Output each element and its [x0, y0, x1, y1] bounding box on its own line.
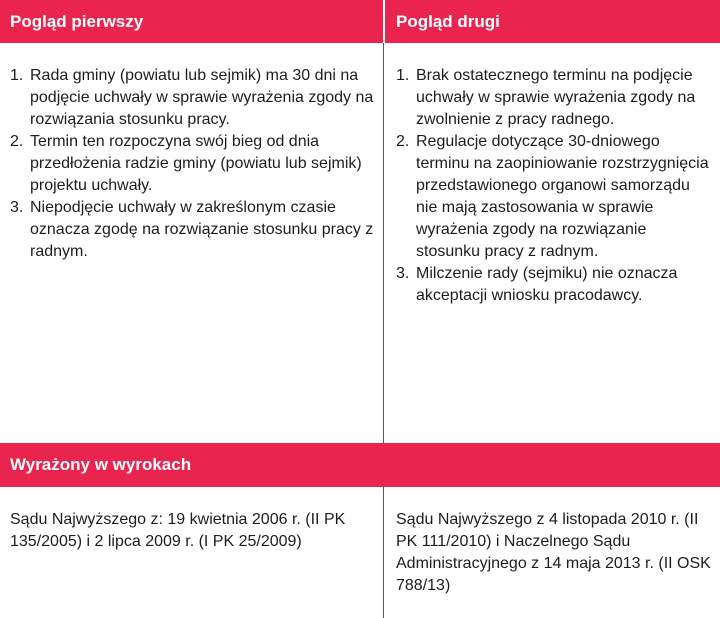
- column-divider-top: [383, 43, 384, 443]
- list-item: 3. Niepodjęcie uchwały w zakreślonym czasie oznacza zgodę na rozwiązanie stosunku pracy z radnym.: [10, 199, 374, 260]
- rulings-view-one: Sądu Najwyższego z: 19 kwietnia 2006 r. (II PK 135/2005) i 2 lipca 2009 r. (I PK 25/2009): [10, 511, 346, 550]
- list-item: 1. Rada gminy (powiatu lub sejmik) ma 30 dni na podjęcie uchwały w sprawie wyrażenia zgody na rozwiązania stosunku pracy.: [10, 67, 374, 128]
- list-item: 1. Brak ostatecznego terminu na podjęcie uchwały w sprawie wyrażenia zgody na zwolnienie z pracy radnego.: [396, 67, 696, 128]
- list-item: 2. Termin ten rozpoczyna swój bieg od dnia przedłożenia radzie gminy (powiatu lub sejmik) projektu uchwały.: [10, 133, 362, 194]
- list-item: 3. Milczenie rady (sejmiku) nie oznacza akceptacji wniosku pracodawcy.: [396, 265, 678, 304]
- view-one-list: [10, 65, 380, 263]
- header-rulings: Wyrażony w wyrokach: [0, 443, 720, 487]
- column-divider-bottom: [383, 487, 384, 618]
- header-view-one: Pogląd pierwszy: [0, 0, 383, 43]
- rulings-view-two: Sądu Najwyższego z 4 listopada 2010 r. (II PK 111/2010) i Naczelnego Sądu Administracyjnego z 14 maja 2013 r. (II OSK 788/13): [396, 511, 711, 594]
- list-item: 2. Regulacje dotyczące 30-dniowego terminu na zaopiniowanie rozstrzygnięcia przedstawionego organowi samorządu nie mają zastosowania w sprawie wyrażenia zgody na rozwiązanie stosunku pracy z radnym.: [396, 133, 709, 260]
- header-view-two: Pogląd drugi: [385, 0, 720, 43]
- view-two-list: [396, 65, 714, 307]
